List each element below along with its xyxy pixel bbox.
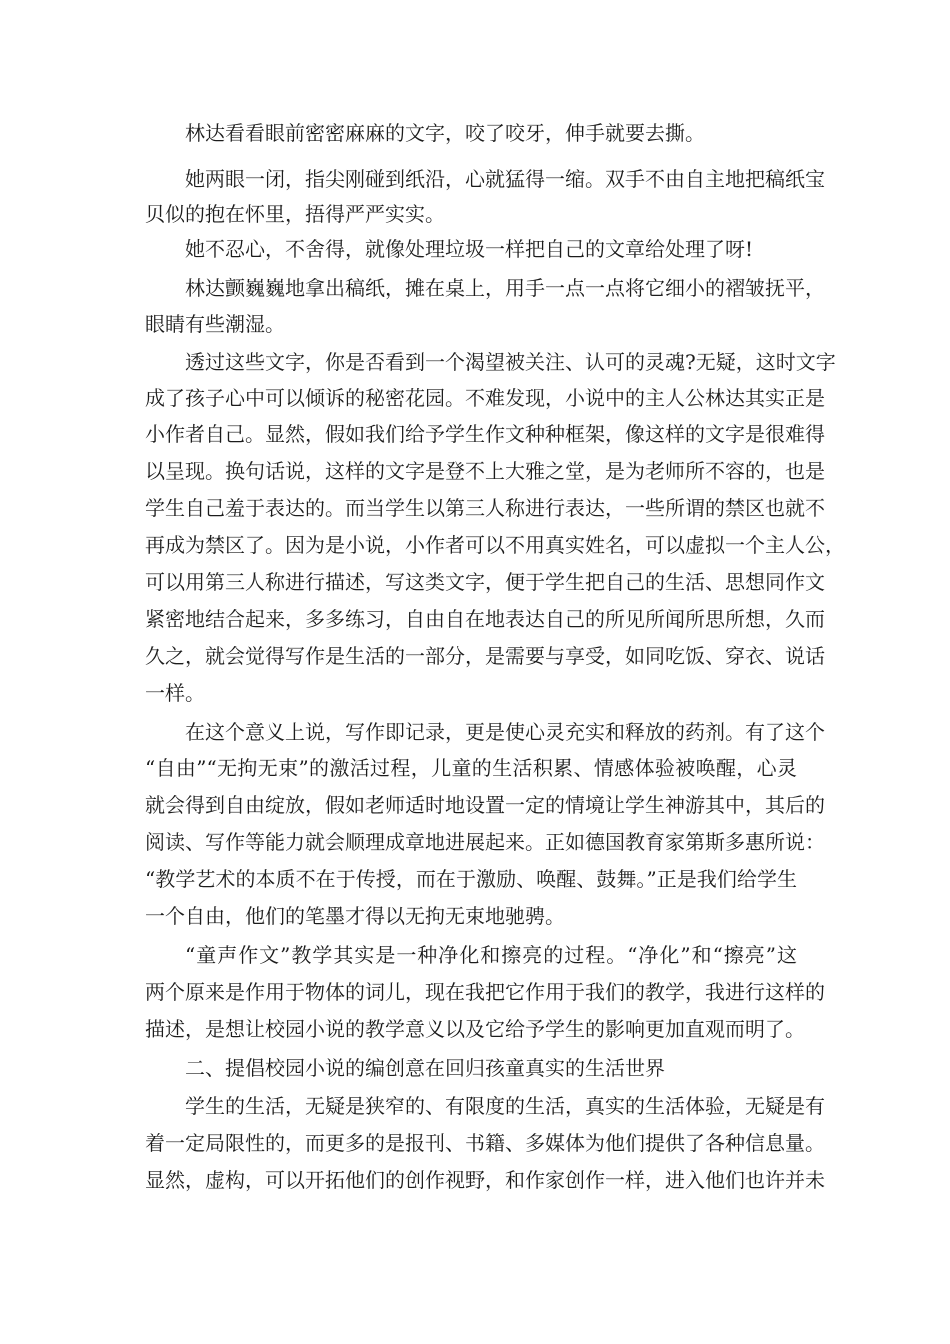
paragraph-5-line-7: 可以用第三人称进行描述，写这类文字，便于学生把自己的生活、思想同作文 xyxy=(145,570,825,594)
paragraph-9-line-2: 着一定局限性的，而更多的是报刊、书籍、多媒体为他们提供了各种信息量。 xyxy=(145,1131,825,1155)
paragraph-5-line-3: 小作者自己。显然，假如我们给予学生作文种种框架，像这样的文字是很难得 xyxy=(145,422,825,446)
paragraph-2-line-2: 贝似的抱在怀里，捂得严严实实。 xyxy=(145,202,445,226)
paragraph-5-line-6: 再成为禁区了。因为是小说，小作者可以不用真实姓名，可以虚拟一个主人公， xyxy=(145,533,845,557)
paragraph-5-line-5: 学生自己羞于表达的。而当学生以第三人称进行表达，一些所谓的禁区也就不 xyxy=(145,496,825,520)
paragraph-5-line-9: 久之，就会觉得写作是生活的一部分，是需要与享受，如同吃饭、穿衣、说话 xyxy=(145,644,825,668)
paragraph-4-line-2: 眼睛有些潮湿。 xyxy=(145,312,285,336)
paragraph-5-line-8: 紧密地结合起来，多多练习，自由自在地表达自己的所见所闻所思所想，久而 xyxy=(145,607,825,631)
paragraph-5-line-4: 以呈现。换句话说，这样的文字是登不上大雅之堂，是为老师所不容的，也是 xyxy=(145,459,825,483)
section-heading: 二、提倡校园小说的编创意在回归孩童真实的生活世界 xyxy=(185,1056,665,1080)
paragraph-2-line-1: 她两眼一闭，指尖刚碰到纸沿，心就猛得一缩。双手不由自主地把稿纸宝 xyxy=(185,167,825,191)
paragraph-5-line-10: 一样。 xyxy=(145,681,205,705)
paragraph-6-line-6: 一个自由，他们的笔墨才得以无拘无束地驰骋。 xyxy=(145,904,565,928)
paragraph-7-line-2: 两个原来是作用于物体的词儿，现在我把它作用于我们的教学，我进行这样的 xyxy=(145,980,825,1004)
paragraph-9-line-3: 显然，虚构，可以开拓他们的创作视野，和作家创作一样，进入他们也许并未 xyxy=(145,1168,825,1192)
paragraph-1-line-1: 林达看看眼前密密麻麻的文字，咬了咬牙，伸手就要去撕。 xyxy=(185,121,705,145)
paragraph-5-line-1: 透过这些文字，你是否看到一个渴望被关注、认可的灵魂?无疑，这时文字 xyxy=(185,350,836,374)
paragraph-6-line-3: 就会得到自由绽放，假如老师适时地设置一定的情境让学生神游其中，其后的 xyxy=(145,793,825,817)
paragraph-6-line-5: “教学艺术的本质不在于传授，而在于激励、唤醒、鼓舞。”正是我们给学生 xyxy=(145,867,797,891)
paragraph-6-line-1: 在这个意义上说，写作即记录，更是使心灵充实和释放的药剂。有了这个 xyxy=(185,720,825,744)
paragraph-3-line-1: 她不忍心，不舍得，就像处理垃圾一样把自己的文章给处理了呀! xyxy=(185,237,754,261)
paragraph-5-line-2: 成了孩子心中可以倾诉的秘密花园。不难发现，小说中的主人公林达其实正是 xyxy=(145,386,825,410)
paragraph-4-line-1: 林达颤巍巍地拿出稿纸，摊在桌上，用手一点一点将它细小的褶皱抚平， xyxy=(185,276,825,300)
paragraph-7-line-3: 描述，是想让校园小说的教学意义以及它给予学生的影响更加直观而明了。 xyxy=(145,1017,805,1041)
paragraph-6-line-2: “自由”“无拘无束”的激活过程，儿童的生活积累、情感体验被唤醒，心灵 xyxy=(145,756,797,780)
paragraph-6-line-4: 阅读、写作等能力就会顺理成章地进展起来。正如德国教育家第斯多惠所说： xyxy=(145,830,825,854)
paragraph-7-line-1: “童声作文”教学其实是一种净化和擦亮的过程。“净化”和“擦亮”这 xyxy=(185,943,797,967)
paragraph-9-line-1: 学生的生活，无疑是狭窄的、有限度的生活，真实的生活体验，无疑是有 xyxy=(185,1094,825,1118)
